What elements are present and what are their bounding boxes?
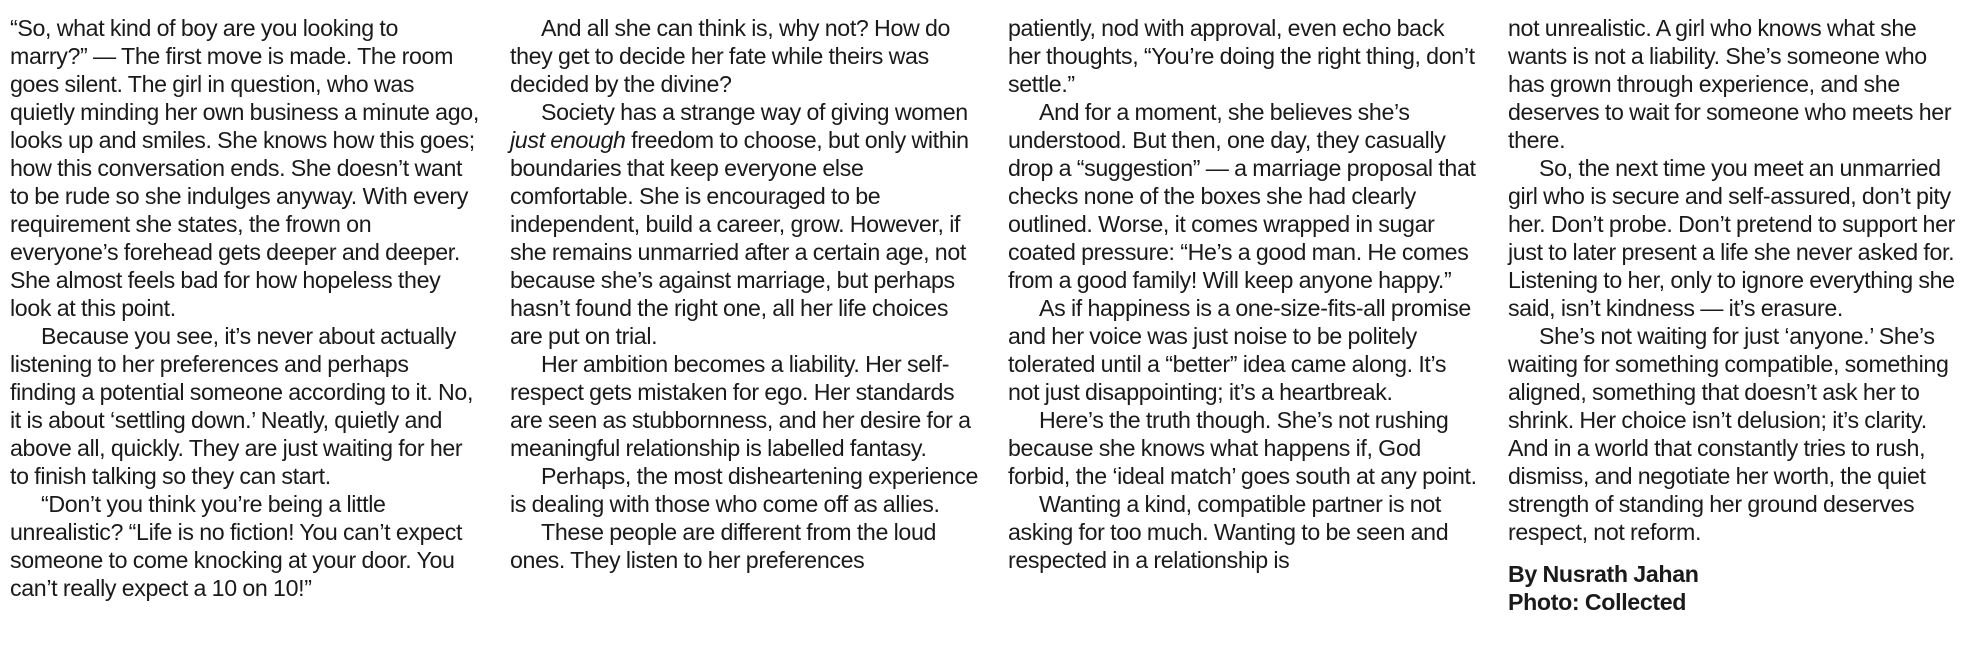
paragraph: As if happiness is a one-size-fits-all promise and her voice was just noise to be politely tolerated until a “better” idea came along. It’s not just disappointing; it’s a heartbreak. [1008,295,1471,405]
paragraph: And all she can think is, why not? How do they get to decide her fate while theirs was decided by the divine? [510,15,951,97]
paragraph: Wanting a kind, compatible partner is not asking for too much. Wanting to be seen and respected in a relationship is [1008,491,1449,573]
paragraph-text: Society has a strange way of giving women [541,99,968,125]
paragraph: And for a moment, she believes she’s understood. But then, one day, they casually drop a “suggestion” — a marriage proposal that checks none of the boxes she had clearly outlined. Worse, it comes wrapped in sugar coated pressure: “He’s a good man. He comes from a good family! Will keep anyone happy.” [1008,99,1476,293]
paragraph: So, the next time you meet an unmarried girl who is secure and self-assured, don’t pity her. Don’t probe. Don’t pretend to support her just to later present a life she never asked for. Listening to her, only to ignore everything she said, isn’t kindness — it’s erasure. [1508,155,1956,321]
paragraph: Her ambition becomes a liability. Her self-respect gets mistaken for ego. Her standards are seen as stubbornness, and her desire for a meaningful relationship is labelled fantasy. [510,351,971,461]
article-column-2 [510,14,980,574]
paragraph: “So, what kind of boy are you looking to marry?” — The first move is made. The room goes silent. The girl in question, who was quietly minding her own business a minute ago, looks up and smiles. She knows how this goes; how this conversation ends. She doesn’t want to be rude so she indulges anyway. With every requirement she states, the frown on everyone’s forehead gets deeper and deeper. She almost feels bad for how hopeless they look at this point. [10,15,479,321]
paragraph: Because you see, it’s never about actually listening to her preferences and perhaps finding a potential someone according to it. No, it is about ‘settling down.’ Neatly, quietly and above all, quickly. They are just waiting for her to finish talking so they can start. [10,323,474,489]
article-column-3 [1008,14,1478,574]
paragraph: patiently, nod with approval, even echo back her thoughts, “You’re doing the right thing, don’t settle.” [1008,15,1475,97]
paragraph: Perhaps, the most disheartening experience is dealing with those who come off as allies. [510,463,979,517]
paragraph: not unrealistic. A girl who knows what she wants is not a liability. She’s someone who has grown through experience, and she deserves to wait for someone who meets her there. [1508,15,1952,153]
paragraph [510,98,980,350]
paragraph: These people are different from the loud ones. They listen to her preferences [510,519,937,573]
paragraph-text: freedom to choose, but only within boundaries that keep everyone else comfortable. She is encouraged to be independent, build a career, grow. However, if she remains unmarried after a certain age, not because she’s against marriage, but perhaps hasn’t found the right one, all her life choices are put on trial. [510,127,969,349]
photo-credit: Photo: Collected [1508,589,1687,615]
article-column-1 [10,14,480,602]
emphasis-text: just enough [510,127,626,153]
article-column-4 [1508,14,1968,616]
byline [1508,560,1968,616]
paragraph: “Don’t you think you’re being a little unrealistic? “Life is no fiction! You can’t expect someone to come knocking at your door. You can’t really expect a 10 on 10!” [10,491,463,601]
paragraph: Here’s the truth though. She’s not rushing because she knows what happens if, God forbid, the ‘ideal match’ goes south at any point. [1008,407,1477,489]
author-credit: By Nusrath Jahan [1508,561,1699,587]
paragraph: She’s not waiting for just ‘anyone.’ She’s waiting for something compatible, something aligned, something that doesn’t ask her to shrink. Her choice isn’t delusion; it’s clarity. And in a world that constantly tries to rush, dismiss, and negotiate her worth, the quiet strength of standing her ground deserves respect, not reform. [1508,323,1949,545]
